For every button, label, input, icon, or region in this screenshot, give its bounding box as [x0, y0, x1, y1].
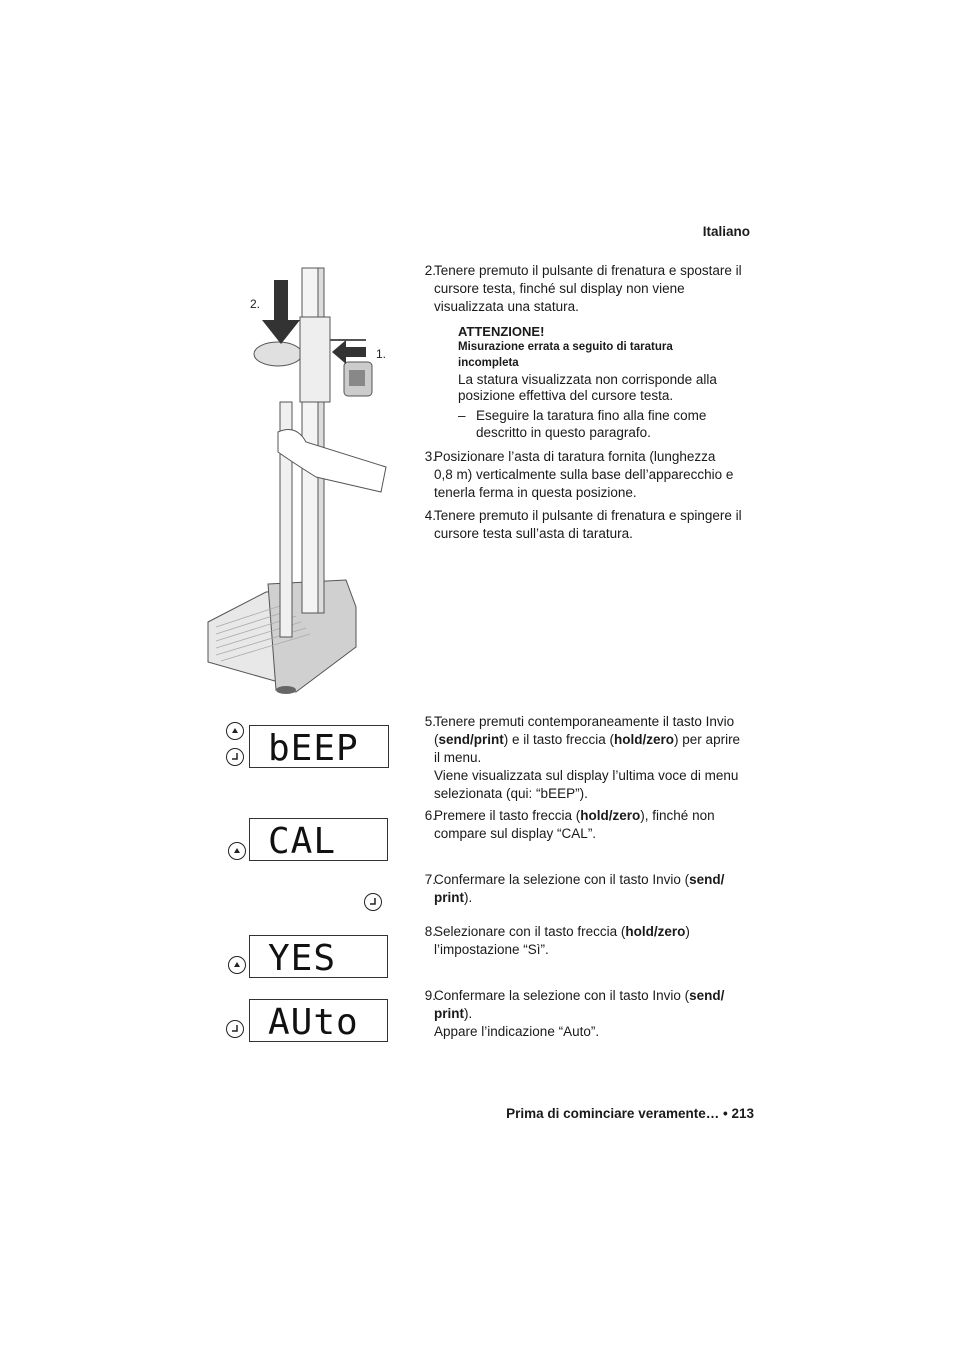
- svg-text:CAL: CAL: [268, 821, 337, 860]
- arrow-button-icon: [226, 722, 244, 740]
- figure-label-step2: 2.: [250, 297, 261, 311]
- arrow-button-icon: [228, 956, 246, 974]
- warning-title: ATTENZIONE!: [458, 324, 545, 339]
- svg-text:bEEP: bEEP: [268, 728, 359, 767]
- lcd-display-auto: [249, 999, 388, 1042]
- enter-button-icon: [364, 893, 382, 911]
- svg-text:YES: YES: [268, 938, 337, 977]
- page-footer: Prima di cominciare veramente… • 213: [506, 1106, 754, 1121]
- warning-box: ATTENZIONE! Misurazione errata a seguito di taratura incompleta La statura visualizzata non corrisponde alla posizione effettiva del cursore testa. – Eseguire la taratura fino alla fine come descritto in questo paragrafo.: [458, 324, 758, 441]
- figure-label-step1: 1.: [376, 347, 387, 361]
- enter-button-icon: [226, 1020, 244, 1038]
- lcd-display-yes: [249, 935, 388, 978]
- warning-subtitle-1: Misurazione errata a seguito di taratura: [458, 341, 673, 353]
- lcd-display-beep: [249, 725, 389, 768]
- lcd-display-cal: [249, 818, 388, 861]
- warning-subtitle-2: incompleta: [458, 357, 519, 369]
- enter-button-icon: [226, 748, 244, 766]
- language-header: Italiano: [702, 224, 750, 239]
- svg-text:AUto: AUto: [268, 1002, 359, 1041]
- stadiometer-illustration: [206, 262, 396, 702]
- arrow-button-icon: [228, 842, 246, 860]
